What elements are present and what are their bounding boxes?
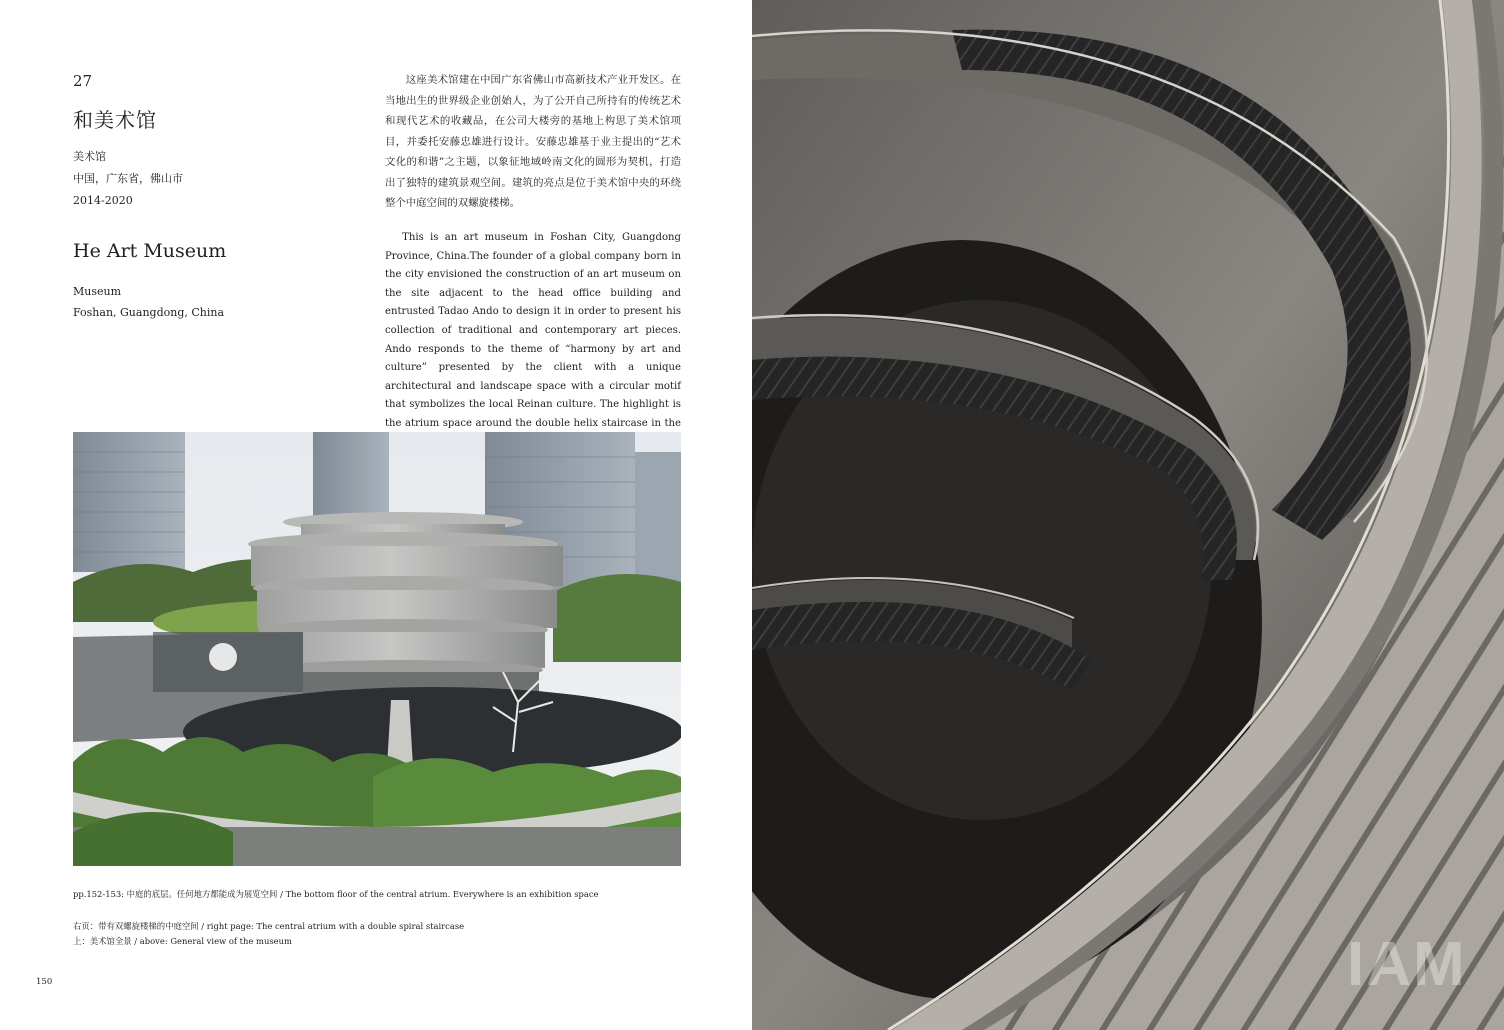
page-number: 150 [36, 977, 53, 987]
museum-exterior-illustration [73, 432, 681, 866]
caption-bottom-floor: pp.152-153: 中庭的底层。任何地方都能成为展览空间 / The bottom floor of the central atrium. Everywhere is an exhibition space [73, 889, 599, 899]
description-chinese: 这座美术馆建在中国广东省佛山市高新技术产业开发区。在当地出生的世界级企业创始人，为了公开自己所持有的传统艺术和现代艺术的收藏品，在公司大楼旁的基地上构思了美术馆项目，并委托安藤忠雄进行设计。安藤忠雄基于业主提出的“艺术文化的和谐”之主题，以象征地域岭南文化的圆形为契机，打造出了独特的建筑景观空间。建筑的亮点是位于美术馆中央的环绕整个中庭空间的双螺旋楼梯。 [385, 74, 681, 209]
watermark-logo: IAM [1347, 930, 1467, 999]
title-chinese: 和美术馆 [73, 108, 157, 132]
project-number: 27 [73, 72, 93, 90]
meta-zh-years: 2014-2020 [73, 194, 133, 207]
museum-exterior-photo [73, 432, 681, 866]
meta-zh-location: 中国，广东省，佛山市 [73, 172, 183, 185]
title-english: He Art Museum [73, 240, 227, 262]
right-page-staircase-photo [752, 0, 1504, 1030]
description-english: This is an art museum in Foshan City, Guangdong Province, China.The founder of a global company born in the city envisioned the construction of an art museum on the site adjacent to the head office building and entrusted Tadao Ando to design it in order to present his collection of traditional and contemporary art pieces. Ando responds to the theme of “harmony by art and culture” presented by the client with a unique architectural and landscape space with a circular motif that symbolizes the local Reinan culture. The highlight is the atrium space around the double helix staircase in the [385, 232, 681, 429]
meta-chinese [73, 146, 183, 212]
caption-block [73, 919, 464, 949]
meta-english [73, 281, 224, 323]
meta-en-location: Foshan, Guangdong, China [73, 306, 225, 319]
double-spiral-staircase-illustration [752, 0, 1504, 1030]
caption-above: 上：美术馆全景 / above: General view of the museum [73, 936, 292, 946]
meta-zh-type: 美术馆 [73, 150, 106, 163]
meta-en-type: Museum [73, 285, 122, 298]
caption-right-page: 右页：带有双螺旋楼梯的中庭空间 / right page: The central atrium with a double spiral staircase [73, 921, 465, 931]
